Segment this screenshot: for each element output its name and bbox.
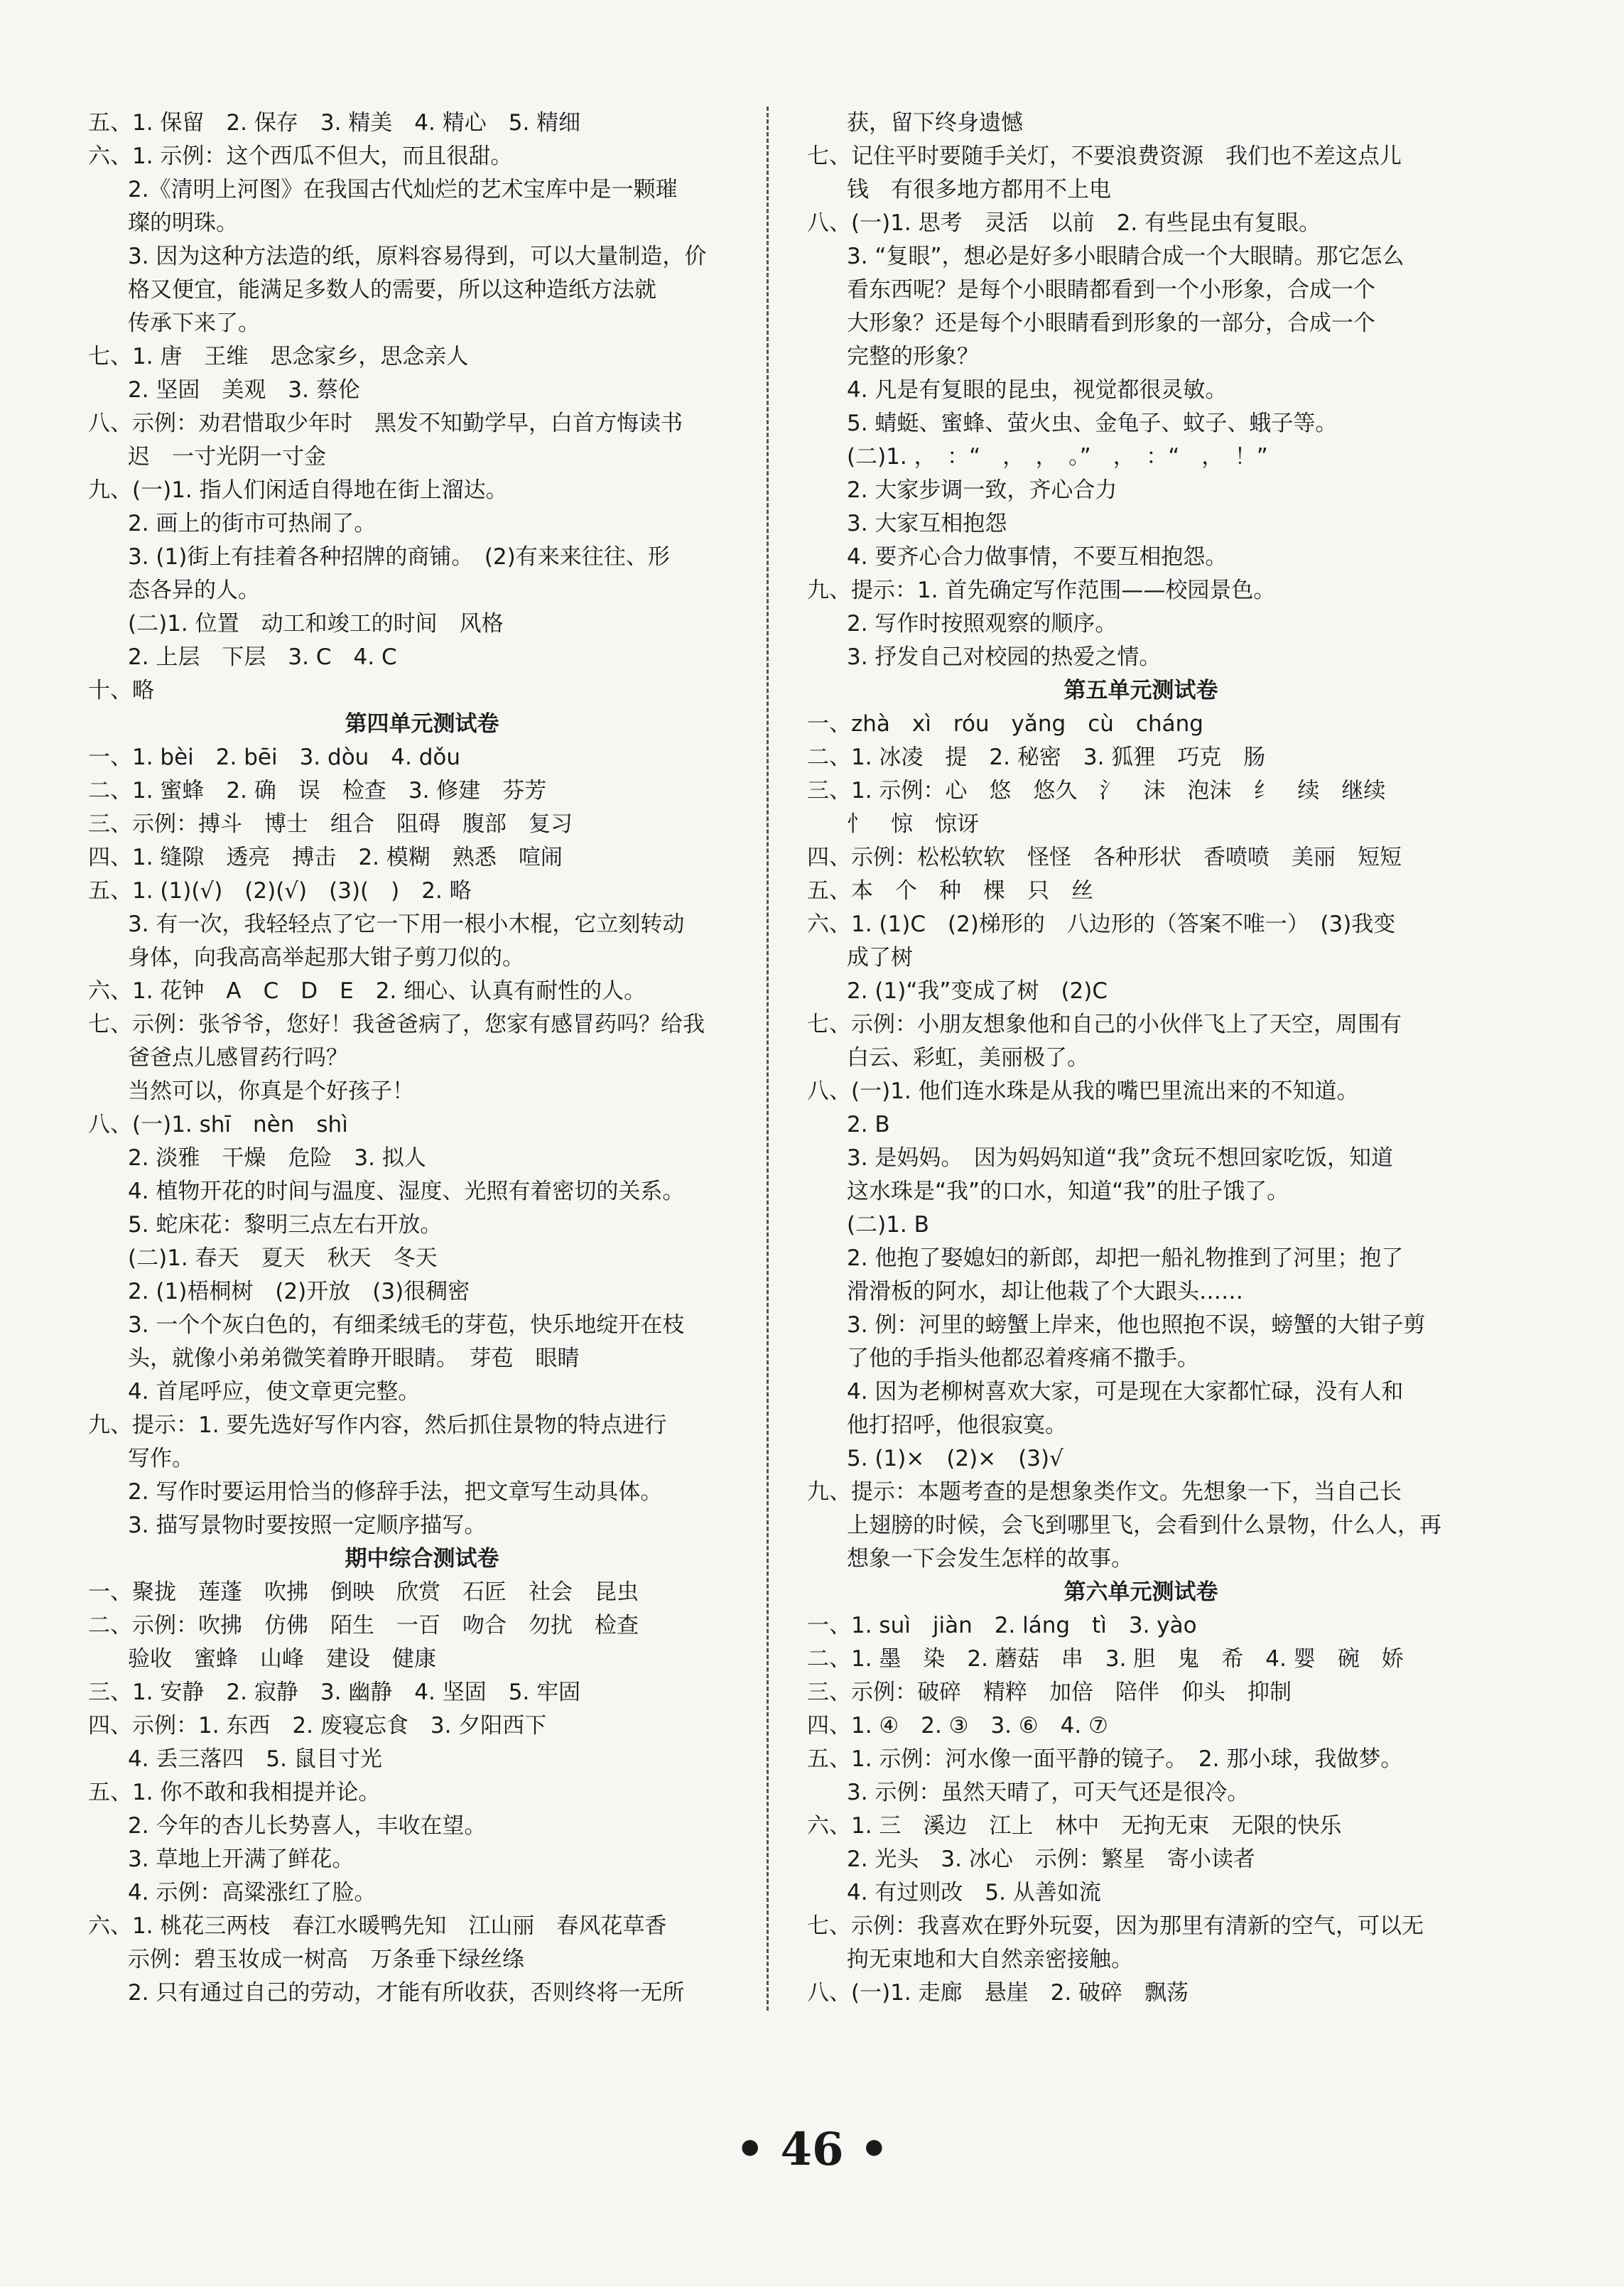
answer-line: 六、1. 桃花三两枝 春江水暖鸭先知 江山丽 春风花草香 — [88, 1913, 667, 1939]
answer-line: 四、1. 缝隙 透亮 搏击 2. 模糊 熟悉 喧闹 — [88, 845, 563, 870]
answer-line: 九、提示：1. 要先选好写作内容，然后抓住景物的特点进行 — [88, 1412, 667, 1438]
answer-line: 拘无束地和大自然亲密接触。 — [847, 1947, 1133, 1972]
answer-line: 四、示例：松松软软 怪怪 各种形状 香喷喷 美丽 短短 — [807, 845, 1402, 870]
answer-line: (二)1. B — [847, 1212, 929, 1238]
answer-line: 示例：碧玉妆成一树高 万条垂下绿丝绦 — [128, 1947, 524, 1972]
answer-line: 五、1. (1)(√) (2)(√) (3)( ) 2. 略 — [88, 878, 472, 904]
answer-line: 四、1. ④ 2. ③ 3. ⑥ 4. ⑦ — [807, 1713, 1108, 1739]
answer-line: 2. 大家步调一致，齐心合力 — [847, 477, 1117, 503]
answer-line: 九、提示：1. 首先确定写作范围——校园景色。 — [807, 578, 1276, 603]
answer-line: 八、(一)1. 走廊 悬崖 2. 破碎 飘荡 — [807, 1980, 1189, 2006]
column-divider — [767, 107, 769, 2011]
answer-line: 二、1. 蜜蜂 2. 确 误 检查 3. 修建 芬芳 — [88, 778, 547, 804]
answer-line: 一、1. suì jiàn 2. láng tì 3. yào — [807, 1613, 1197, 1638]
answer-line: 验收 蜜蜂 山峰 建设 健康 — [128, 1646, 436, 1672]
answer-line: 写作。 — [128, 1446, 194, 1471]
answer-line: 3. 一个个灰白色的，有细柔绒毛的芽苞，快乐地绽开在枝 — [128, 1312, 685, 1338]
answer-line: 2. (1)梧桐树 (2)开放 (3)很稠密 — [128, 1279, 470, 1304]
answer-line: 爸爸点儿感冒药行吗？ — [128, 1045, 348, 1071]
answer-line: 这水珠是“我”的口水，知道“我”的肚子饿了。 — [847, 1179, 1289, 1204]
answer-line: 六、1. 示例：这个西瓜不但大，而且很甜。 — [88, 144, 513, 169]
answer-line: 五、本 个 种 棵 只 丝 — [807, 878, 1093, 904]
answer-line: 2. B — [847, 1112, 890, 1137]
answer-line: 传承下来了。 — [128, 310, 260, 336]
answer-line: 三、1. 安静 2. 寂静 3. 幽静 4. 坚固 5. 牢固 — [88, 1680, 581, 1705]
answer-line: 获，留下终身遗憾 — [847, 110, 1023, 136]
answer-line: 他打招呼，他很寂寞。 — [847, 1412, 1067, 1438]
answer-line: 2.《清明上河图》在我国古代灿烂的艺术宝库中是一颗璀 — [128, 177, 678, 202]
answer-line: 八、(一)1. 思考 灵活 以前 2. 有些昆虫有复眼。 — [807, 210, 1321, 236]
answer-line: 七、1. 唐 王维 思念家乡，思念亲人 — [88, 344, 469, 369]
answer-line: 二、示例：吹拂 仿佛 陌生 一百 吻合 勿扰 检查 — [88, 1613, 639, 1638]
section-heading: 期中综合测试卷 — [345, 1546, 499, 1572]
section-heading: 第四单元测试卷 — [345, 711, 499, 737]
answer-line: 4. 有过则改 5. 从善如流 — [847, 1880, 1101, 1905]
answer-line: 5. 蜻蜓、蜜蜂、萤火虫、金龟子、蚊子、蛾子等。 — [847, 411, 1338, 436]
answer-line: 3. 例：河里的螃蟹上岸来，他也照抱不误，螃蟹的大钳子剪 — [847, 1312, 1426, 1338]
answer-line: 4. 要齐心合力做事情，不要互相抱怨。 — [847, 544, 1228, 570]
answer-line: 十、略 — [88, 678, 154, 703]
answer-line: 3. 是妈妈。 因为妈妈知道“我”贪玩不想回家吃饭，知道 — [847, 1145, 1394, 1171]
answer-line: 八、示例：劝君惜取少年时 黑发不知勤学早，白首方悔读书 — [88, 411, 683, 436]
answer-line: 三、示例：破碎 精粹 加倍 陪伴 仰头 抑制 — [807, 1680, 1292, 1705]
answer-line: 四、示例：1. 东西 2. 废寝忘食 3. 夕阳西下 — [88, 1713, 547, 1739]
answer-line: 3. 因为这种方法造的纸，原料容易得到，可以大量制造，价 — [128, 244, 707, 269]
answer-line: 3. 描写景物时要按照一定顺序描写。 — [128, 1513, 487, 1538]
answer-line: 2. 他抱了娶媳妇的新郎，却把一船礼物推到了河里；抱了 — [847, 1245, 1404, 1271]
answer-line: 璨的明珠。 — [128, 210, 238, 236]
answer-line: 一、1. bèi 2. bēi 3. dòu 4. dǒu — [88, 745, 461, 770]
answer-line: 五、1. 示例：河水像一面平静的镜子。 2. 那小球，我做梦。 — [807, 1746, 1403, 1772]
answer-line: 六、1. (1)C (2)梯形的 八边形的（答案不唯一） (3)我变 — [807, 912, 1396, 937]
answer-line: 4. 植物开花的时间与温度、湿度、光照有着密切的关系。 — [128, 1179, 685, 1204]
answer-line: 2. 画上的街市可热闹了。 — [128, 511, 377, 536]
answer-line: 忄 惊 惊讶 — [847, 811, 979, 837]
answer-line: (二)1. 位置 动工和竣工的时间 风格 — [128, 611, 504, 637]
answer-line: 2. (1)“我”变成了树 (2)C — [847, 978, 1108, 1004]
answer-line: 4. 因为老柳树喜欢大家，可是现在大家都忙碌，没有人和 — [847, 1379, 1404, 1405]
answer-line: 3. 示例：虽然天晴了，可天气还是很冷。 — [847, 1780, 1250, 1805]
answer-line: 4. 丢三落四 5. 鼠目寸光 — [128, 1746, 382, 1772]
answer-line: 七、记住平时要随手关灯，不要浪费资源 我们也不差这点儿 — [807, 144, 1402, 169]
answer-line: 身体，向我高高举起那大钳子剪刀似的。 — [128, 945, 524, 971]
answer-line: 3. “复眼”，想必是好多小眼睛合成一个大眼睛。那它怎么 — [847, 244, 1404, 269]
answer-line: 5. (1)× (2)× (3)√ — [847, 1446, 1063, 1471]
answer-line: 三、示例：搏斗 博士 组合 阻碍 腹部 复习 — [88, 811, 573, 837]
answer-line: 2. 上层 下层 3. C 4. C — [128, 644, 397, 670]
answer-line: 白云、彩虹，美丽极了。 — [847, 1045, 1089, 1071]
answer-line: 3. 抒发自己对校园的热爱之情。 — [847, 644, 1162, 670]
answer-line: 2. 淡雅 干燥 危险 3. 拟人 — [128, 1145, 426, 1171]
page-number: • 46 • — [735, 2123, 889, 2176]
answer-line: 态各异的人。 — [128, 578, 260, 603]
answer-line: 八、(一)1. 他们连水珠是从我的嘴巴里流出来的不知道。 — [807, 1078, 1359, 1104]
answer-line: 九、(一)1. 指人们闲适自得地在街上溜达。 — [88, 477, 508, 503]
answer-line: 五、1. 保留 2. 保存 3. 精美 4. 精心 5. 精细 — [88, 110, 581, 136]
answer-line: 当然可以，你真是个好孩子！ — [128, 1078, 414, 1104]
answer-line: 2. 光头 3. 冰心 示例：繁星 寄小读者 — [847, 1847, 1255, 1872]
section-heading: 第五单元测试卷 — [1063, 678, 1218, 703]
answer-line: (二)1. ， ：“ ， ， 。” ， ：“ ， ！” — [847, 444, 1268, 470]
answer-line: 完整的形象？ — [847, 344, 979, 369]
answer-line: 3. 有一次，我轻轻点了它一下用一根小木棍，它立刻转动 — [128, 912, 685, 937]
answer-line: 一、聚拢 莲蓬 吹拂 倒映 欣赏 石匠 社会 昆虫 — [88, 1579, 639, 1605]
answer-line: 想象一下会发生怎样的故事。 — [847, 1546, 1133, 1572]
section-heading: 第六单元测试卷 — [1063, 1579, 1218, 1605]
answer-line: 2. 写作时按照观察的顺序。 — [847, 611, 1117, 637]
answer-line: 4. 凡是有复眼的昆虫，视觉都很灵敏。 — [847, 377, 1228, 403]
answer-line: 八、(一)1. shī nèn shì — [88, 1112, 348, 1137]
answer-line: 5. 蛇床花：黎明三点左右开放。 — [128, 1212, 443, 1238]
answer-line: 4. 首尾呼应，使文章更完整。 — [128, 1379, 421, 1405]
answer-line: 2. 只有通过自己的劳动，才能有所收获，否则终将一无所 — [128, 1980, 685, 2006]
answer-line: 滑滑板的阿水，却让他栽了个大跟头…… — [847, 1279, 1243, 1304]
answer-line: 六、1. 花钟 A C D E 2. 细心、认真有耐性的人。 — [88, 978, 646, 1004]
answer-line: 上翅膀的时候，会飞到哪里飞，会看到什么景物，什么人，再 — [847, 1513, 1441, 1538]
answer-line: 二、1. 冰凌 提 2. 秘密 3. 狐狸 巧克 肠 — [807, 745, 1266, 770]
answer-line: 头，就像小弟弟微笑着睁开眼睛。 芽苞 眼睛 — [128, 1346, 580, 1371]
answer-line: 3. 大家互相抱怨 — [847, 511, 1007, 536]
answer-line: 七、示例：我喜欢在野外玩耍，因为那里有清新的空气，可以无 — [807, 1913, 1424, 1939]
answer-line: 大形象？还是每个小眼睛看到形象的一部分，合成一个 — [847, 310, 1375, 336]
answer-line: 3. (1)街上有挂着各种招牌的商铺。 (2)有来来往往、形 — [128, 544, 670, 570]
answer-line: 4. 示例：高粱涨红了脸。 — [128, 1880, 377, 1905]
answer-line: 成了树 — [847, 945, 913, 971]
answer-line: 看东西呢？是每个小眼睛都看到一个小形象，合成一个 — [847, 277, 1375, 303]
answer-line: 2. 今年的杏儿长势喜人，丰收在望。 — [128, 1813, 487, 1839]
answer-line: 九、提示：本题考查的是想象类作文。先想象一下，当自己长 — [807, 1479, 1402, 1505]
answer-line: 钱 有很多地方都用不上电 — [847, 177, 1111, 202]
answer-line: 了他的手指头他都忍着疼痛不撒手。 — [847, 1346, 1199, 1371]
left-column — [88, 107, 756, 2010]
answer-line: 2. 写作时要运用恰当的修辞手法，把文章写生动具体。 — [128, 1479, 663, 1505]
answer-line: 五、1. 你不敢和我相提并论。 — [88, 1780, 381, 1805]
right-column — [807, 107, 1475, 2010]
answer-line: 二、1. 墨 染 2. 蘑菇 串 3. 胆 鬼 希 4. 婴 碗 娇 — [807, 1646, 1404, 1672]
answer-line: 六、1. 三 溪边 江上 林中 无拘无束 无限的快乐 — [807, 1813, 1342, 1839]
answer-line: 七、示例：张爷爷，您好！我爸爸病了，您家有感冒药吗？给我 — [88, 1012, 705, 1037]
answer-line: 一、zhà xì róu yǎng cù cháng — [807, 711, 1203, 737]
answer-line: 七、示例：小朋友想象他和自己的小伙伴飞上了天空，周围有 — [807, 1012, 1402, 1037]
answer-line: (二)1. 春天 夏天 秋天 冬天 — [128, 1245, 438, 1271]
answer-line: 3. 草地上开满了鲜花。 — [128, 1847, 354, 1872]
answer-line: 三、1. 示例：心 悠 悠久 氵 沫 泡沫 纟 续 继续 — [807, 778, 1386, 804]
answer-line: 2. 坚固 美观 3. 蔡伦 — [128, 377, 360, 403]
answer-line: 迟 一寸光阴一寸金 — [128, 444, 326, 470]
answer-line: 格又便宜，能满足多数人的需要，所以这种造纸方法就 — [128, 277, 656, 303]
